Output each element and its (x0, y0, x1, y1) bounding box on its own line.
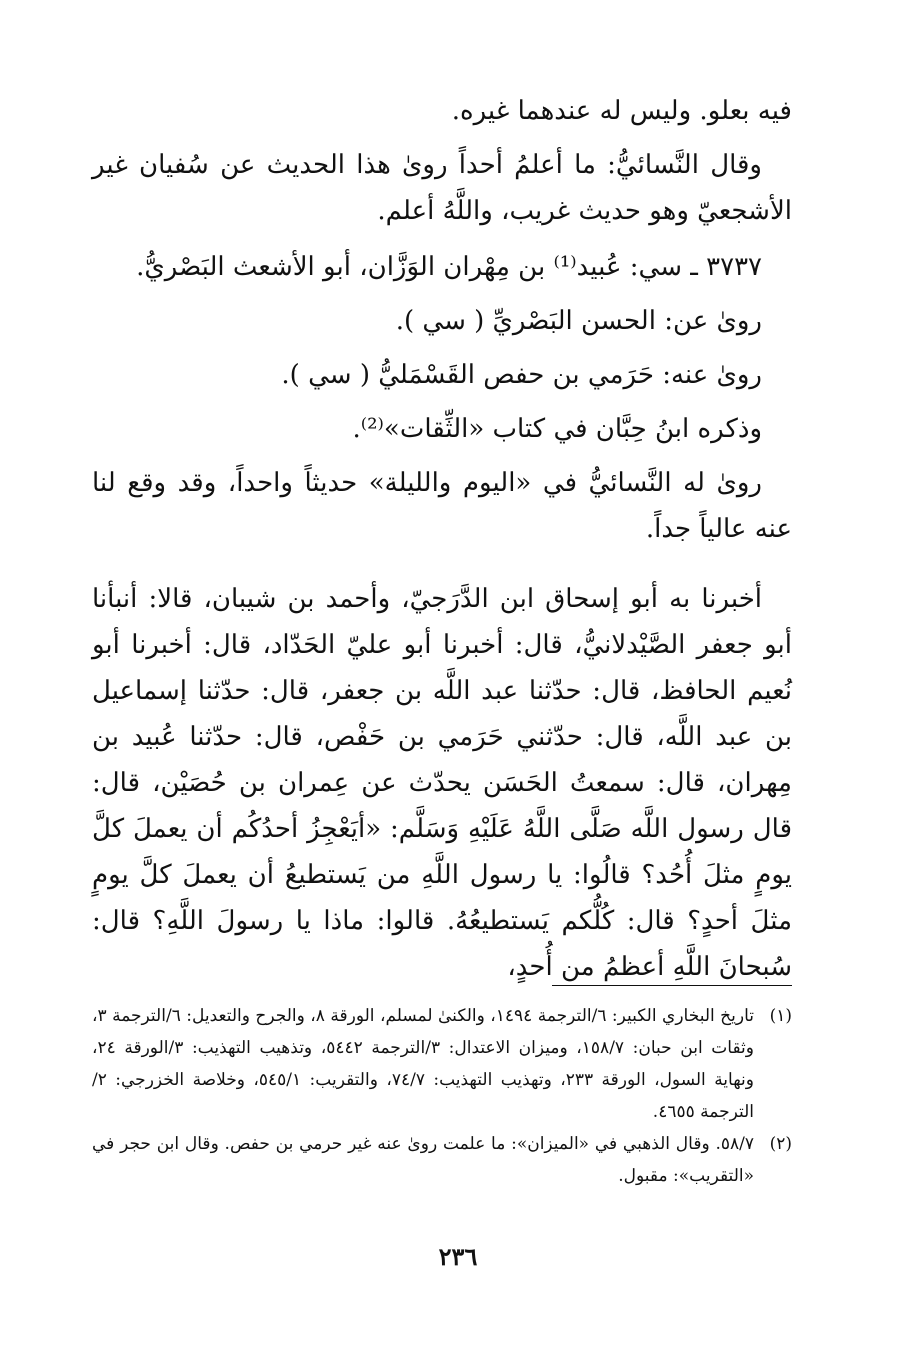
isnad-paragraph: أخبرنا به أبو إسحاق ابن الدَّرَجيّ، وأحمد بن شيبان، قالا: أنبأنا أبو جعفر الصَّيْدلانيُّ، قال: أخبرنا أبو عليّ الحَدّاد، قال: أخبرنا أبو نُعيم الحافظ، قال: حدّثنا عبد اللَّه بن جعفر، قال: حدّثنا إسماعيل بن عبد اللَّه، قال: حدّثني حَرَمي بن حَفْص، قال: حدّثنا عُبيد بن مِهران، قال: سمعتُ الحَسَن يحدّث عن عِمران بن حُصَيْن، قال: قال رسول اللَّه صَلَّى اللَّهُ عَلَيْهِ وَسَلَّم: «أيَعْجِزُ أحدُكُم أن يعملَ كلَّ يومٍ مثلَ أُحُد؟ قالُوا: يا رسول اللَّهِ من يَستطيعُ أن يعملَ كلَّ يومٍ مثلَ أحدٍ؟ قال: كُلُّكم يَستطيعُهُ. قالوا: ماذا يا رسولَ اللَّهِ؟ قال: سُبحانَ اللَّهِ أعظمُ من أُحدٍ، (92, 584, 792, 982)
narrated-from: روىٰ عن: الحسن البَصْريِّ ( سي ). (395, 306, 762, 336)
footnote-number: (١) (769, 1006, 792, 1026)
footnote-text: ٥٨/٧. وقال الذهبي في «الميزان»: ما علمت روىٰ عنه غير حرمي بن حفص. وقال ابن حجر في «التقريب»: مقبول. (92, 1134, 754, 1186)
footnotes (92, 1000, 792, 1192)
nasai-narration: روىٰ له النَّسائيُّ في «اليوم والليلة» حديثاً واحداً، وقد وقع لنا عنه عالياً جداً. (92, 468, 792, 544)
footnote-text: تاريخ البخاري الكبير: ٦/الترجمة ١٤٩٤، والكنىٰ لمسلم، الورقة ٨، والجرح والتعديل: ٦/الترجمة ٣، وثقات ابن حبان: ١٥٨/٧، وميزان الاعتدال: ٣/الترجمة ٥٤٤٢، وتذهيب التهذيب: ٣/الورقة ٢٤، ونهاية السول، الورقة ٢٣٣، وتهذيب التهذيب: ٧٤/٧، والتقريب: ٥٤٥/١، وخلاصة الخزرجي: ٢/الترجمة ٤٦٥٥. (92, 1006, 754, 1122)
main-text (92, 88, 792, 990)
ibn-hibban-mention: وذكره ابنُ حِبَّان في كتاب «الثِّقات»⁽²⁾. (352, 414, 762, 444)
footnote-divider (552, 985, 792, 986)
page-number: ٢٣٦ (438, 1242, 478, 1271)
paragraph-nasai-comment: وقال النَّسائيُّ: ما أعلمُ أحداً روىٰ هذا الحديث عن سُفيان غير الأشجعيّ وهو حديث غريب، واللَّهُ أعلم. (92, 150, 792, 226)
paragraph-continuation: فيه بعلو. وليس له عندهما غيره. (451, 96, 792, 126)
entry-heading: ٣٧٣٧ ـ سي: عُبيد⁽¹⁾ بن مِهْران الوَزَّان، أبو الأشعث البَصْريُّ. (136, 252, 762, 282)
narrated-by: روىٰ عنه: حَرَمي بن حفص القَسْمَليُّ ( سي ). (281, 360, 762, 390)
footnote-2 (92, 1128, 792, 1192)
footnote-number: (٢) (769, 1134, 792, 1154)
footnote-1 (92, 1000, 792, 1128)
